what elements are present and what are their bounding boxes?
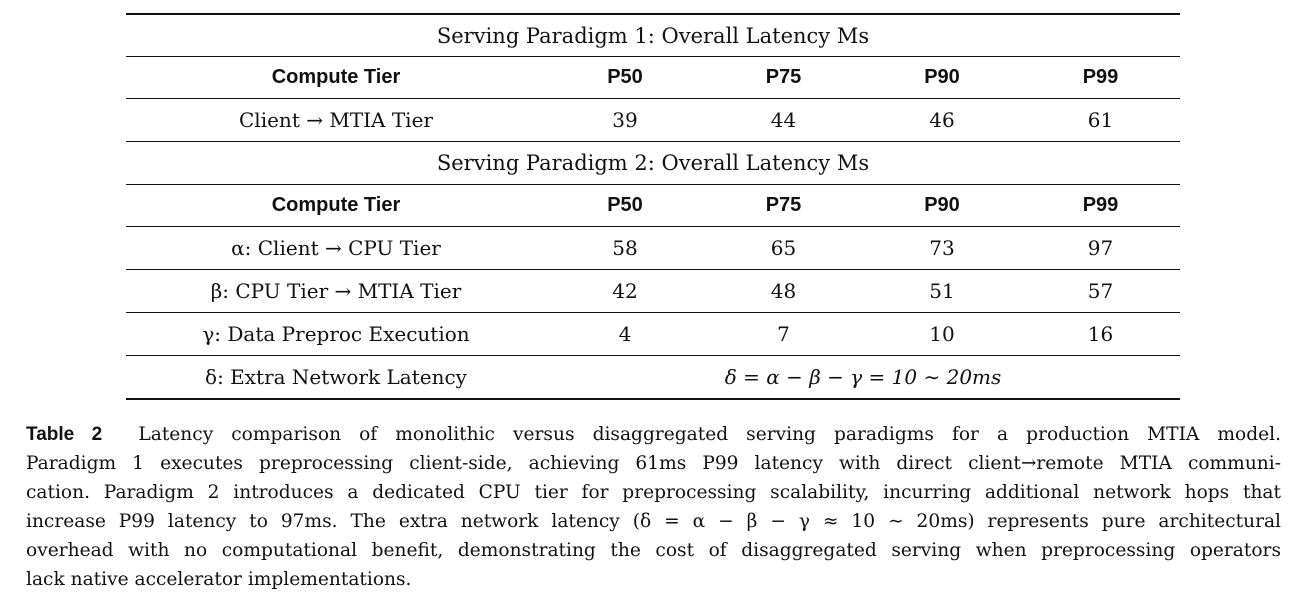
paradigm1-title-row <box>126 14 1180 57</box>
table-caption <box>26 420 1281 594</box>
row-label: Client → MTIA Tier <box>126 99 546 142</box>
table-row <box>126 270 1180 313</box>
caption-line: overhead with no computational benefit, demonstrating the cost of disaggregated serving when preprocessing operators <box>26 540 1281 561</box>
cell-p90: 51 <box>863 270 1021 313</box>
caption-line: Paradigm 1 executes preprocessing client-side, achieving 61ms P99 latency with direct client→remote MTIA communi- <box>26 453 1281 474</box>
paradigm1-title: Serving Paradigm 1: Overall Latency Ms <box>126 14 1180 57</box>
cell-p50: 42 <box>546 270 704 313</box>
cell-p50: 39 <box>546 99 704 142</box>
row-label: α: Client → CPU Tier <box>126 227 546 270</box>
column-header-compute-tier: Compute Tier <box>126 57 546 99</box>
row-label: δ: Extra Network Latency <box>126 356 546 400</box>
paradigm1-header-row <box>126 57 1180 99</box>
cell-p90: 10 <box>863 313 1021 356</box>
caption-label: Table 2 <box>26 424 103 445</box>
cell-p50: 4 <box>546 313 704 356</box>
cell-p99: 97 <box>1021 227 1180 270</box>
row-label: γ: Data Preproc Execution <box>126 313 546 356</box>
cell-p75: 48 <box>704 270 863 313</box>
cell-p50: 58 <box>546 227 704 270</box>
caption-line: lack native accelerator implementations. <box>26 569 412 590</box>
paradigm2-header-row <box>126 185 1180 227</box>
column-header-p90: P90 <box>863 57 1021 99</box>
column-header-p90: P90 <box>863 185 1021 227</box>
column-header-compute-tier: Compute Tier <box>126 185 546 227</box>
delta-row <box>126 356 1180 400</box>
row-label: β: CPU Tier → MTIA Tier <box>126 270 546 313</box>
cell-p99: 16 <box>1021 313 1180 356</box>
cell-p90: 46 <box>863 99 1021 142</box>
cell-p90: 73 <box>863 227 1021 270</box>
caption-text: Latency comparison of monolithic versus disaggregated serving paradigms for a production MTIA model. <box>138 424 1282 445</box>
cell-p75: 65 <box>704 227 863 270</box>
column-header-p50: P50 <box>546 185 704 227</box>
paradigm2-title: Serving Paradigm 2: Overall Latency Ms <box>126 142 1180 185</box>
column-header-p75: P75 <box>704 57 863 99</box>
delta-formula: δ = α − β − γ = 10 ∼ 20ms <box>546 356 1180 400</box>
caption-line <box>26 420 1281 449</box>
caption-line: cation. Paradigm 2 introduces a dedicated CPU tier for preprocessing scalability, incurring additional network hops that <box>26 482 1281 503</box>
column-header-p50: P50 <box>546 57 704 99</box>
latency-table-container <box>126 13 1180 400</box>
cell-p75: 7 <box>704 313 863 356</box>
caption-line: increase P99 latency to 97ms. The extra network latency (δ = α − β − γ ≈ 10 ∼ 20ms) represents pure architectural <box>26 511 1281 532</box>
cell-p75: 44 <box>704 99 863 142</box>
column-header-p75: P75 <box>704 185 863 227</box>
cell-p99: 61 <box>1021 99 1180 142</box>
table-row <box>126 313 1180 356</box>
column-header-p99: P99 <box>1021 57 1180 99</box>
column-header-p99: P99 <box>1021 185 1180 227</box>
paradigm2-title-row <box>126 142 1180 185</box>
cell-p99: 57 <box>1021 270 1180 313</box>
table-row <box>126 227 1180 270</box>
latency-table <box>126 13 1180 400</box>
table-row <box>126 99 1180 142</box>
